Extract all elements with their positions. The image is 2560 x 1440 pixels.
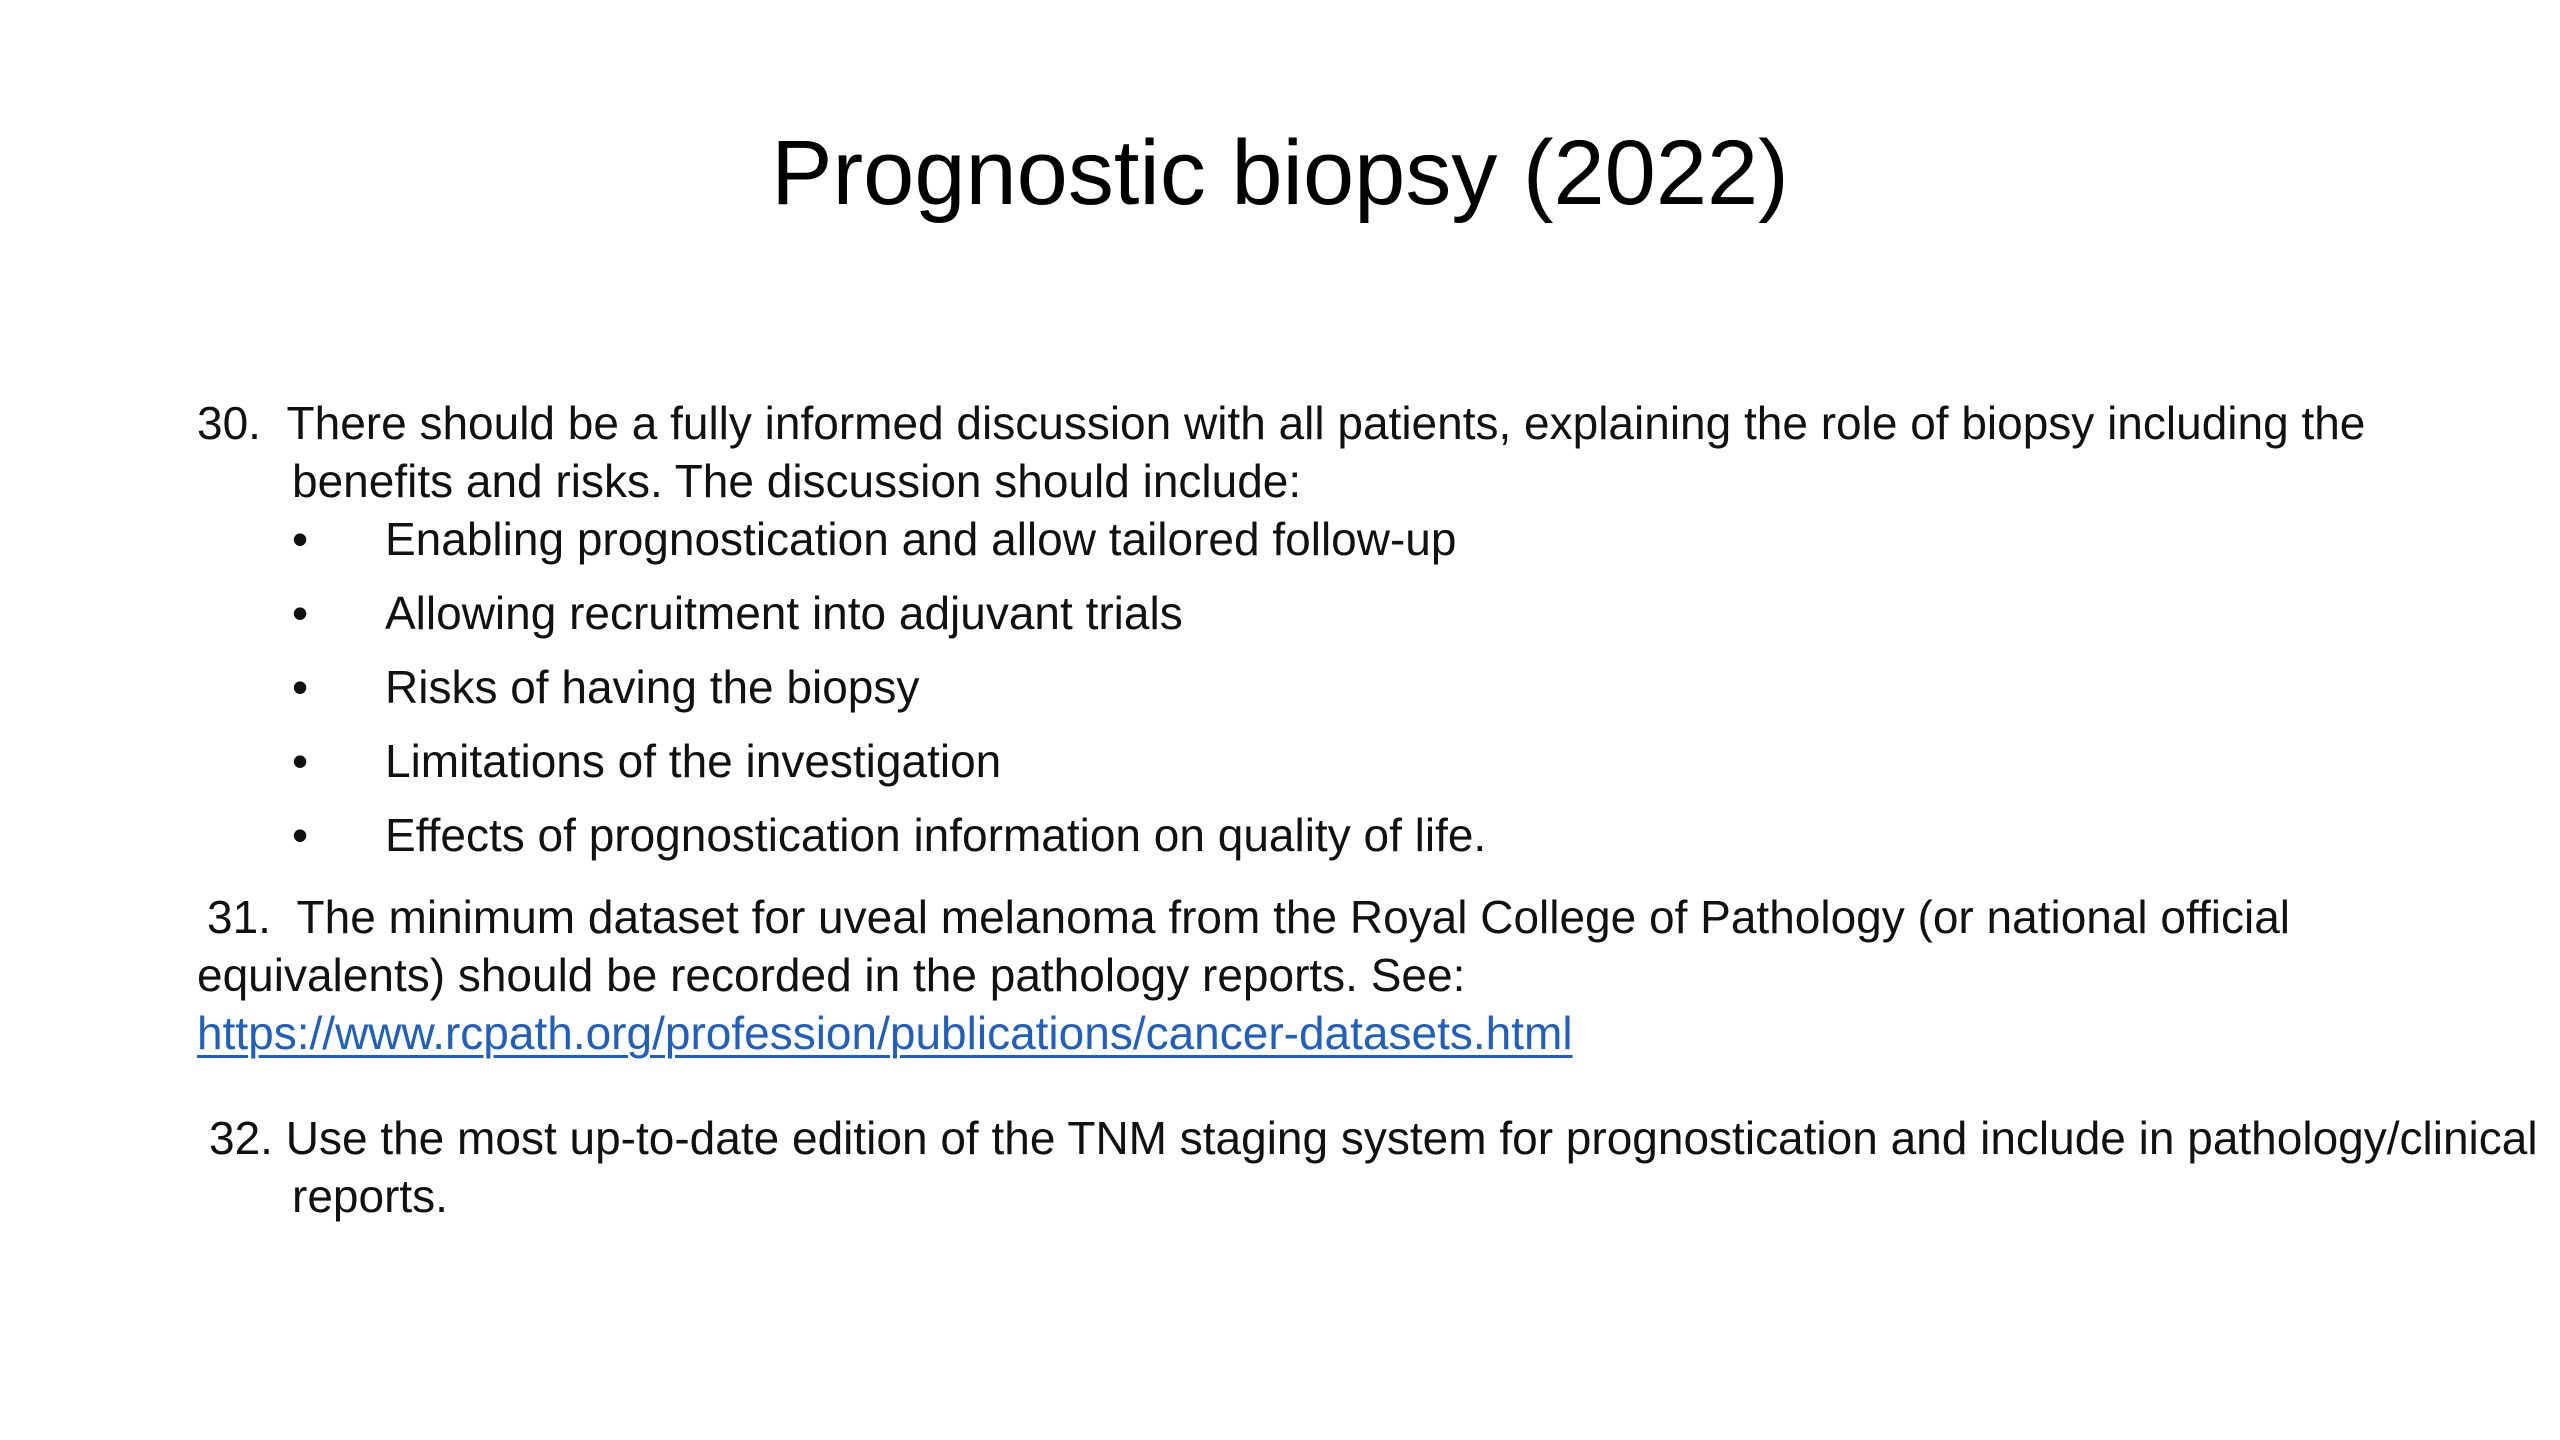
- bullet-text: Risks of having the biopsy: [385, 661, 920, 713]
- item-30: [197, 394, 2397, 880]
- item-31-text: The minimum dataset for uveal melanoma from the Royal College of Pathology (or national official equivalents) should be recorded in the pathology reports. See:: [197, 891, 2290, 1001]
- bullet-icon: •: [292, 809, 309, 861]
- item-32: [197, 1109, 2542, 1225]
- bullet-icon: •: [292, 661, 309, 713]
- bullet-text: Effects of prognostication information on quality of life.: [385, 809, 1487, 861]
- bullet-text: Limitations of the investigation: [385, 735, 1002, 787]
- item-32-text: Use the most up-to-date edition of the TNM staging system for prognostication and include in pathology/clinical reports.: [285, 1112, 2538, 1222]
- item-31: [197, 888, 2447, 1062]
- list-item: [197, 510, 2397, 584]
- list-item: [197, 584, 2397, 658]
- item-30-text: There should be a fully informed discussion with all patients, explaining the role of biopsy including the benefits and risks. The discussion should include:: [286, 397, 2366, 507]
- item-30-number: 30.: [197, 397, 261, 449]
- bullet-icon: •: [292, 735, 309, 787]
- item-30-paragraph: [197, 394, 2397, 510]
- bullet-list: [197, 510, 2397, 880]
- slide-title: Prognostic biopsy (2022): [771, 122, 1789, 224]
- rcpath-dataset-link[interactable]: https://www.rcpath.org/profession/publications/cancer-datasets.html: [197, 1007, 1573, 1059]
- item-32-number: 32.: [209, 1112, 273, 1164]
- bullet-icon: •: [292, 513, 309, 565]
- bullet-icon: •: [292, 587, 309, 639]
- list-item: [197, 806, 2397, 880]
- bullet-text: Enabling prognostication and allow tailored follow-up: [385, 513, 1457, 565]
- list-item: [197, 658, 2397, 732]
- list-item: [197, 732, 2397, 806]
- item-31-number: 31.: [207, 891, 271, 943]
- bullet-text: Allowing recruitment into adjuvant trials: [385, 587, 1183, 639]
